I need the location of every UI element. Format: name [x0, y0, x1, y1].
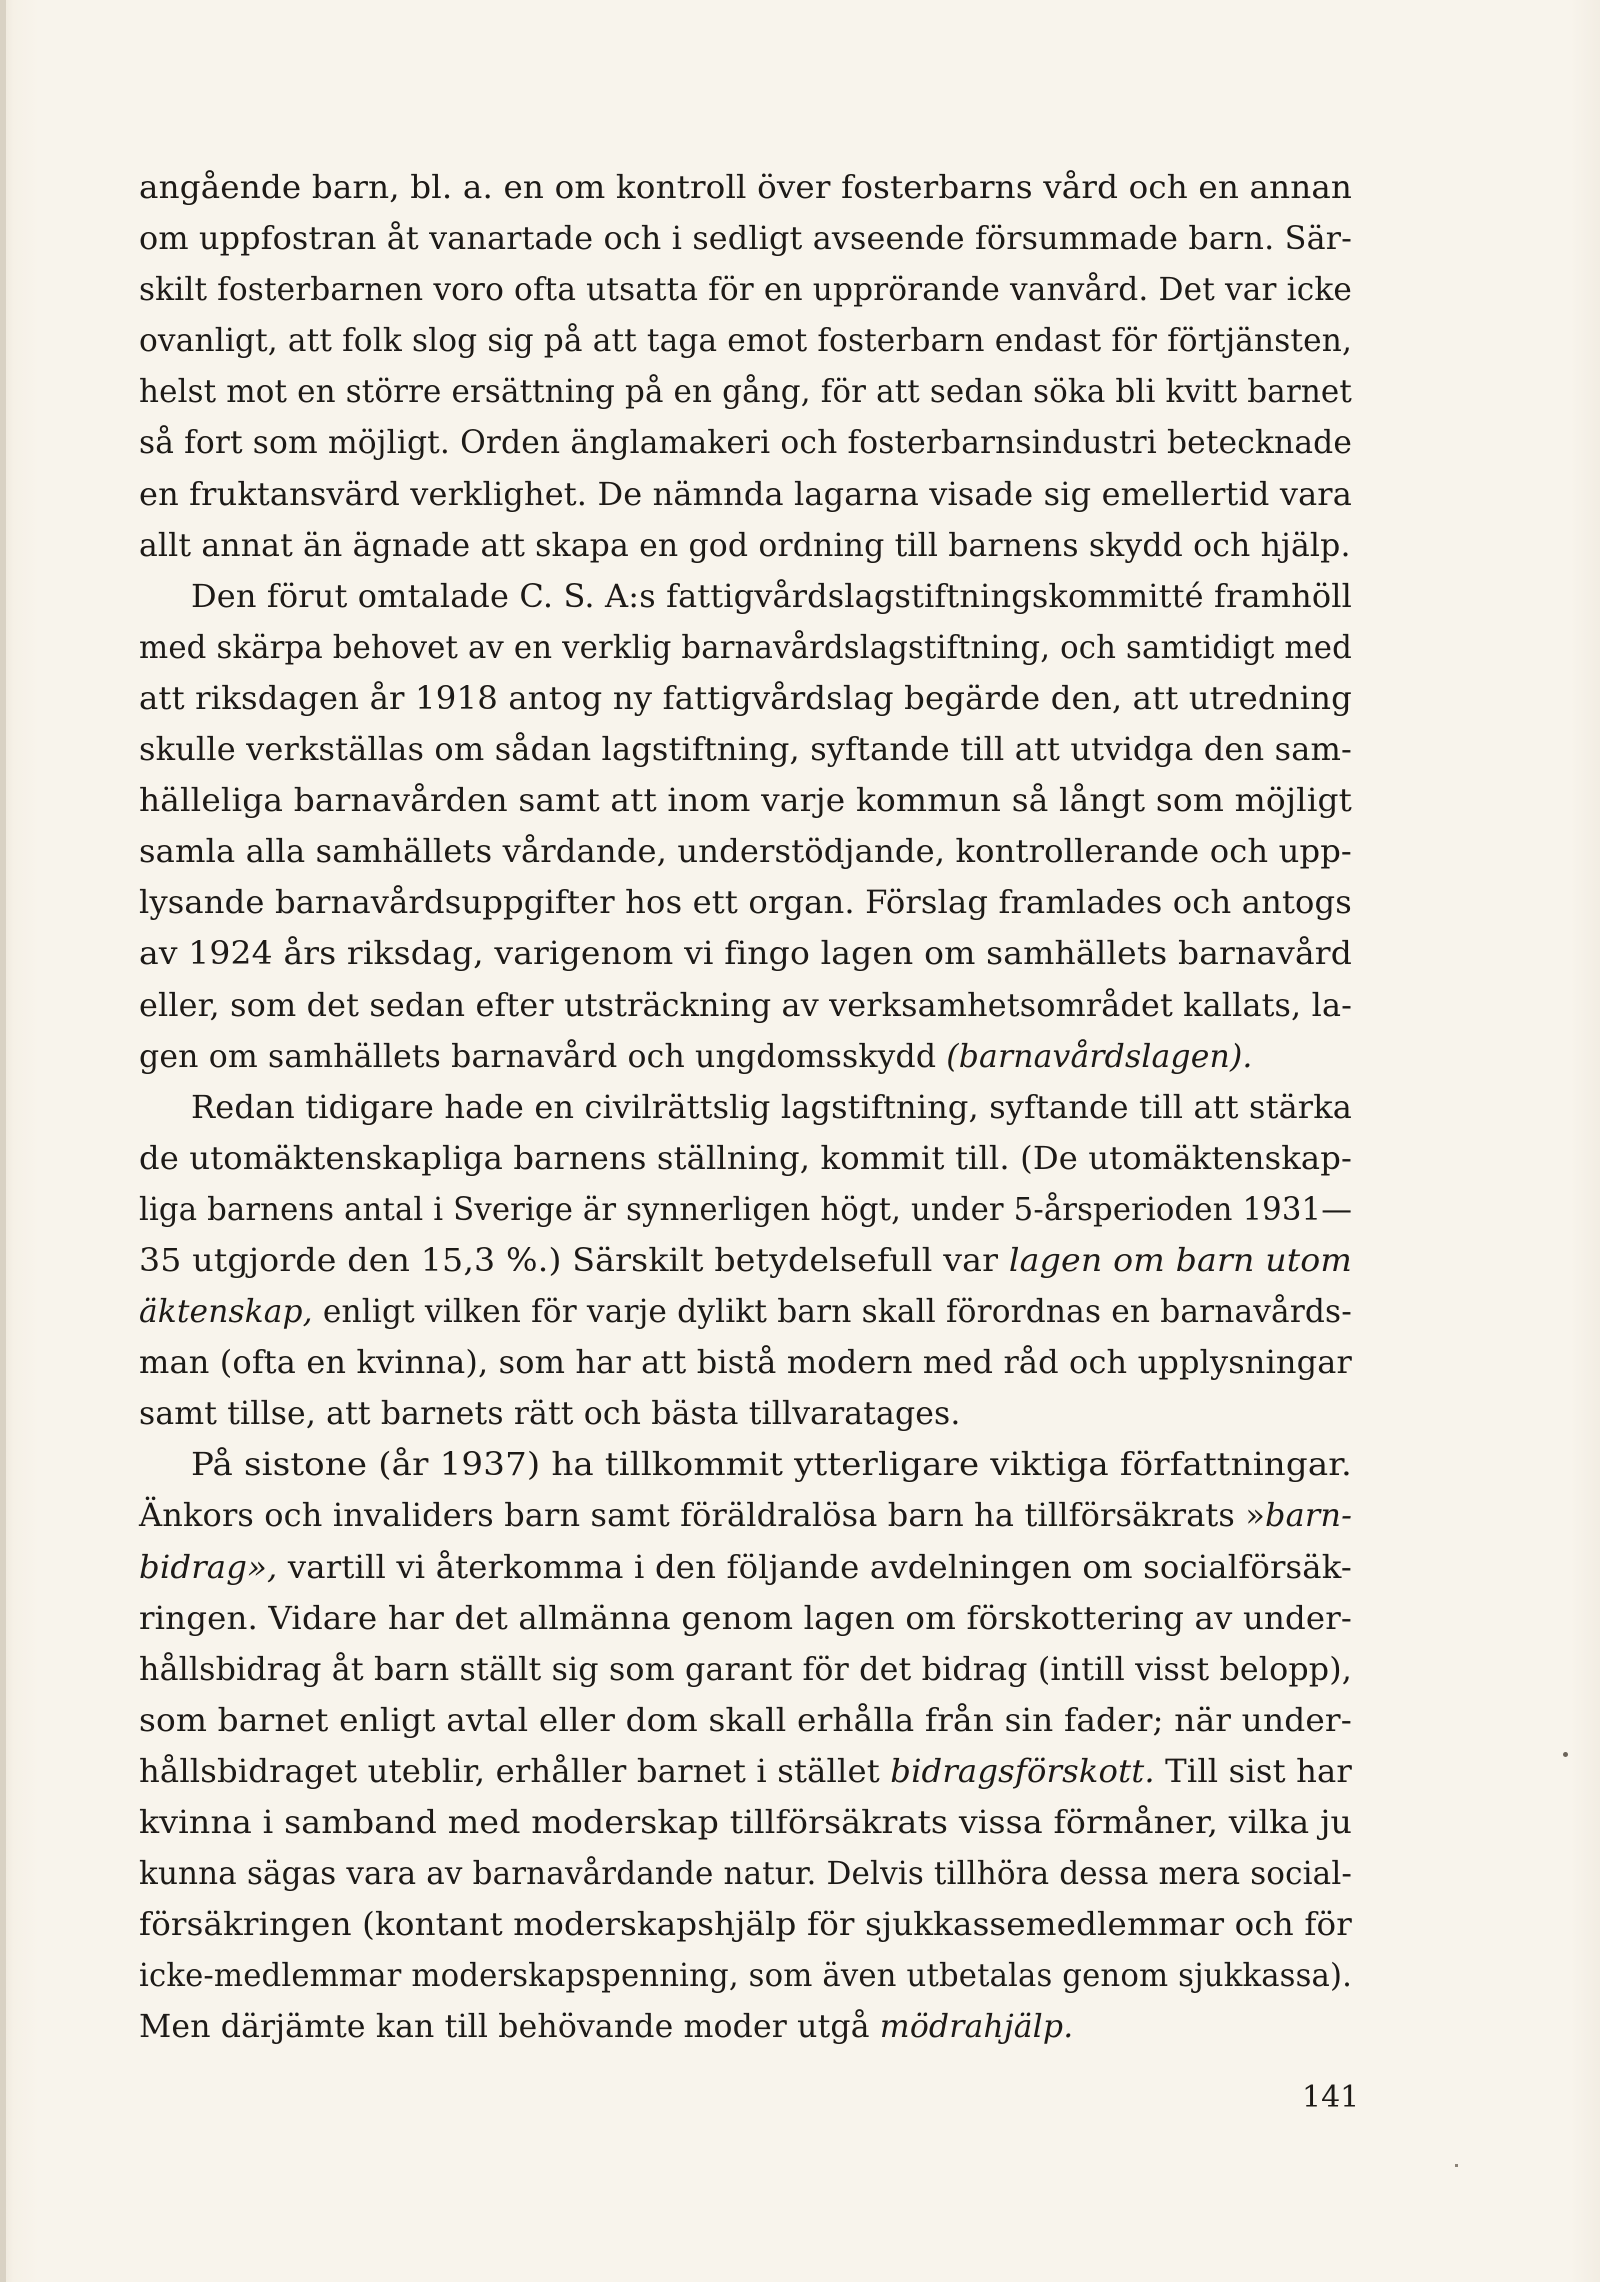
- text-line: [139, 776, 1352, 827]
- line-text: försäkringen (kontant moderskapshjälp för sjukkassemedlemmar och för: [139, 1907, 1352, 1944]
- paper-speck: [1455, 2164, 1458, 2167]
- text-line: [139, 1236, 1352, 1287]
- text-line: [139, 418, 1352, 469]
- italic-term: barn-: [1265, 1498, 1353, 1535]
- line-text: skulle verkställas om sådan lagstiftning, syftande till att utvidga den sam-: [139, 732, 1352, 769]
- line-text: en fruktansvärd verklighet. De nämnda lagarna visade sig emellertid vara: [139, 476, 1352, 513]
- italic-term: lagen om barn utom: [1008, 1242, 1353, 1279]
- line-text: Redan tidigare hade en civilrättslig lagstiftning, syftande till att stärka: [191, 1089, 1352, 1126]
- line-text: att riksdagen år 1918 antog ny fattigvårdslag begärde den, att utredning: [139, 680, 1353, 717]
- line-text: angående barn, bl. a. en om kontroll över fosterbarns vård och en annan: [139, 170, 1353, 206]
- line-text: om uppfostran åt vanartade och i sedligt avseende försummade barn. Sär-: [139, 221, 1353, 258]
- text-line: [139, 981, 1352, 1032]
- paragraph-start-line: [139, 1440, 1352, 1491]
- italic-term: bidragsförskott.: [890, 1753, 1155, 1790]
- paragraph-start-line: [139, 1083, 1352, 1134]
- line-text: de utomäktenskapliga barnens ställning, kommit till. (De utomäktenskap-: [139, 1140, 1353, 1177]
- line-text: [139, 1543, 1352, 1594]
- text-line: [139, 1696, 1352, 1747]
- text-line: [139, 316, 1352, 367]
- line-text: kunna sägas vara av barnavårdande natur. Delvis tillhöra dessa mera social-: [139, 1856, 1353, 1893]
- line-text: [139, 2002, 1073, 2053]
- text-line: [139, 1287, 1352, 1338]
- line-text: liga barnens antal i Sverige är synnerligen högt, under 5-årsperioden 1931—: [139, 1191, 1353, 1228]
- text-line: [139, 1849, 1352, 1900]
- italic-term: (barnavårdslagen).: [946, 1038, 1253, 1075]
- line-text: [139, 1747, 1352, 1798]
- line-text-roman: vartill vi återkomma i den följande avdelningen om socialförsäk-: [277, 1549, 1352, 1586]
- text-line: [139, 1185, 1352, 1236]
- body-text: [139, 163, 1352, 2053]
- paragraph-start-line: [139, 572, 1352, 623]
- italic-term: bidrag»,: [139, 1549, 278, 1586]
- text-line: [139, 2002, 1352, 2053]
- text-line: [139, 1338, 1352, 1389]
- text-line: [139, 163, 1352, 214]
- line-text: av 1924 års riksdag, varigenom vi fingo lagen om samhällets barnavård: [139, 936, 1352, 973]
- line-text-roman: hållsbidraget uteblir, erhåller barnet i stället: [139, 1753, 891, 1790]
- line-text-roman: enligt vilken för varje dylikt barn skall förordnas en barnavårds-: [312, 1294, 1352, 1331]
- text-line: [139, 1747, 1352, 1798]
- text-line: [139, 878, 1352, 929]
- text-line: [139, 1951, 1352, 2002]
- italic-term: mödrahjälp.: [879, 2009, 1074, 2046]
- line-text: [139, 1236, 1352, 1287]
- line-text: icke-medlemmar moderskapspenning, som även utbetalas genom sjukkassa).: [139, 1958, 1353, 1995]
- line-text: [139, 1032, 1253, 1083]
- line-text: som barnet enligt avtal eller dom skall erhålla från sin fader; när under-: [139, 1702, 1352, 1739]
- line-text: lysande barnavårdsuppgifter hos ett organ. Förslag framlades och antogs: [139, 885, 1352, 922]
- line-text-roman: Änkors och invaliders barn samt föräldralösa barn ha tillförsäkrats »: [139, 1498, 1266, 1535]
- line-text-roman: gen om samhällets barnavård och ungdomsskydd: [139, 1038, 947, 1075]
- text-line: [139, 623, 1352, 674]
- text-line: [139, 1491, 1352, 1542]
- text-line: [139, 1645, 1352, 1696]
- line-text: ringen. Vidare har det allmänna genom lagen om förskottering av under-: [139, 1600, 1353, 1637]
- line-text: samt tillse, att barnets rätt och bästa tillvaratages.: [139, 1396, 961, 1433]
- line-text: Den förut omtalade C. S. A:s fattigvårdslagstiftningskommitté framhöll: [191, 578, 1353, 615]
- line-text: man (ofta en kvinna), som har att bistå modern med råd och upplysningar: [139, 1345, 1352, 1382]
- text-line: [139, 1032, 1352, 1083]
- text-line: [139, 1900, 1352, 1951]
- line-text-roman: Till sist har: [1154, 1753, 1353, 1790]
- line-text: eller, som det sedan efter utsträckning av verksamhetsområdet kallats, la-: [139, 987, 1353, 1024]
- text-line: [139, 265, 1352, 316]
- line-text: ovanligt, att folk slog sig på att taga emot fosterbarn endast för förtjänsten,: [139, 323, 1353, 360]
- page-edge-shadow: [0, 0, 6, 2282]
- text-line: [139, 827, 1352, 878]
- text-line: [139, 1134, 1352, 1185]
- line-text: skilt fosterbarnen voro ofta utsatta för en upprörande vanvård. Det var icke: [139, 272, 1353, 309]
- text-line: [139, 1798, 1352, 1849]
- line-text: kvinna i samband med moderskap tillförsäkrats vissa förmåner, vilka ju: [139, 1805, 1353, 1841]
- line-text-roman: Men därjämte kan till behövande moder utgå: [139, 2009, 880, 2046]
- italic-term: äktenskap,: [139, 1294, 313, 1331]
- text-line: [139, 929, 1352, 980]
- line-text: [139, 1287, 1352, 1338]
- text-line: [139, 1594, 1352, 1645]
- line-text: På sistone (år 1937) ha tillkommit ytterligare viktiga författningar.: [191, 1447, 1352, 1484]
- text-line: [139, 1389, 1352, 1440]
- text-line: [139, 521, 1352, 572]
- paper-speck: [1563, 1752, 1568, 1757]
- text-line: [139, 1543, 1352, 1594]
- text-line: [139, 214, 1352, 265]
- text-line: [139, 674, 1352, 725]
- line-text: så fort som möjligt. Orden änglamakeri och fosterbarnsindustri betecknade: [139, 425, 1353, 462]
- text-line: [139, 367, 1352, 418]
- line-text: samla alla samhällets vårdande, understödjande, kontrollerande och upp-: [139, 834, 1352, 871]
- page-number: 141: [1302, 2080, 1360, 2115]
- text-line: [139, 725, 1352, 776]
- line-text: helst mot en större ersättning på en gång, för att sedan söka bli kvitt barnet: [139, 374, 1353, 411]
- line-text: [139, 1491, 1352, 1542]
- line-text: hälleliga barnavården samt att inom varje kommun så långt som möjligt: [139, 783, 1353, 820]
- text-line: [139, 470, 1352, 521]
- line-text: med skärpa behovet av en verklig barnavårdslagstiftning, och samtidigt med: [139, 629, 1352, 666]
- line-text: hållsbidrag åt barn ställt sig som garant för det bidrag (intill visst belopp),: [139, 1651, 1352, 1688]
- line-text-roman: 35 utgjorde den 15,3 %.) Särskilt betydelsefull var: [139, 1242, 1009, 1279]
- line-text: allt annat än ägnade att skapa en god ordning till barnens skydd och hjälp.: [139, 527, 1351, 564]
